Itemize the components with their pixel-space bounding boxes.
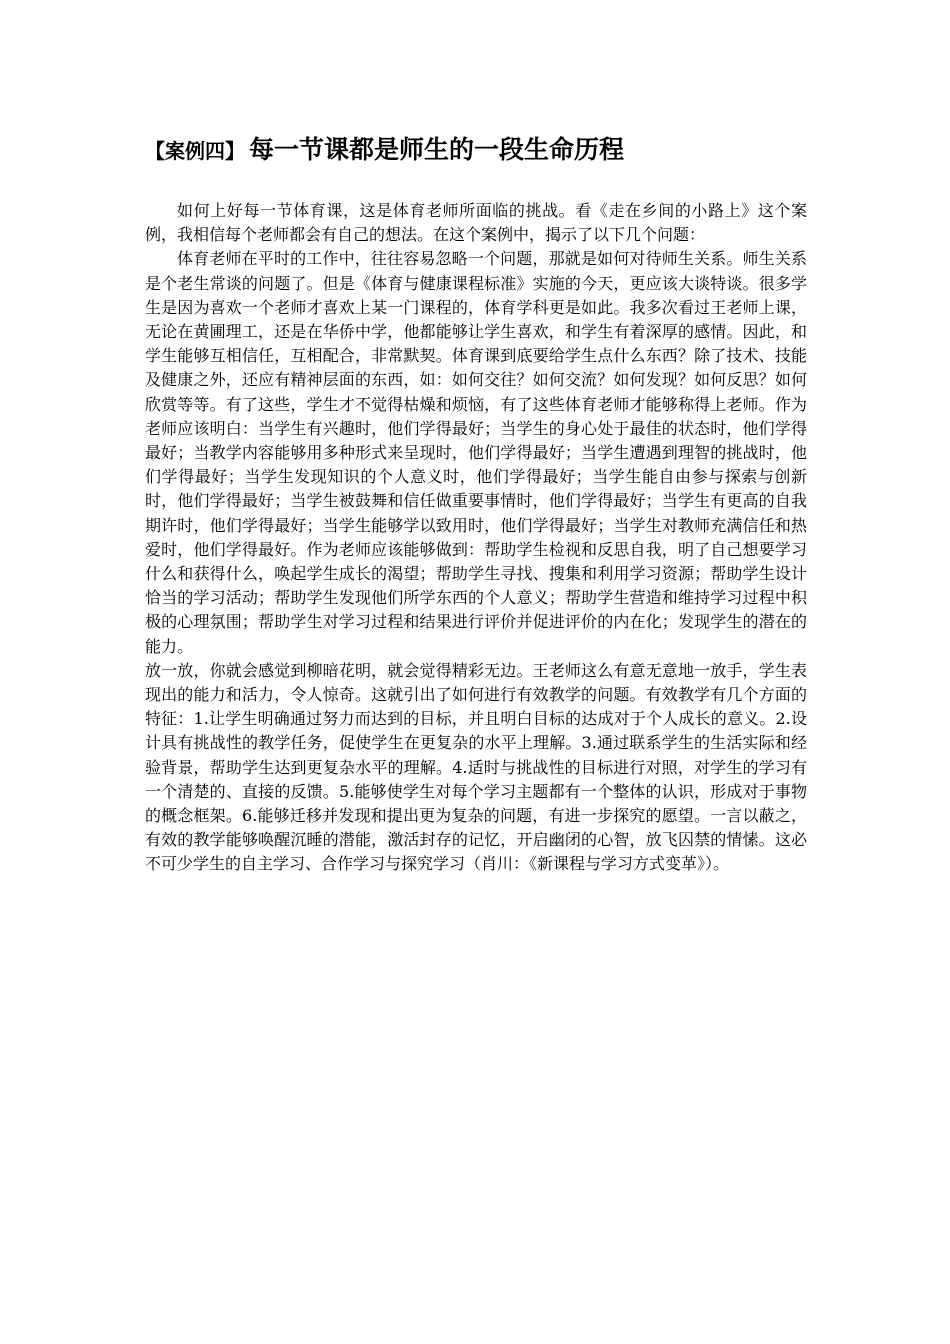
document-body — [145, 199, 807, 877]
paragraph-effective-teaching: 放一放，你就会感觉到柳暗花明，就会觉得精彩无边。王老师这么有意无意地一放手，学生表现出的能力和活力，令人惊奇。这就引出了如何进行有效教学的问题。有效教学有几个方面的特征：1.让学生明确通过努力而达到的目标，并且明白目标的达成对于个人成长的意义。2.设计具有挑战性的教学任务，促使学生在更复杂的水平上理解。3.通过联系学生的生活实际和经验背景，帮助学生达到更复杂水平的理解。4.适时与挑战性的目标进行对照，对学生的学习有一个清楚的、直接的反馈。5.能够使学生对每个学习主题都有一个整体的认识，形成对于事物的概念框架。6.能够迁移并发现和提出更为复杂的问题，有进一步探究的愿望。一言以蔽之，有效的教学能够唤醒沉睡的潜能，激活封存的记忆，开启幽闭的心智，放飞囚禁的情愫。这必不可少学生的自主学习、合作学习与探究学习（肖川：《新课程与学习方式变革》）。 — [145, 660, 807, 874]
title-prefix: 【案例四】 — [145, 139, 245, 163]
paragraph-intro: 如何上好每一节体育课，这是体育老师所面临的挑战。看《走在乡间的小路上》这个案例，我相信每个老师都会有自己的想法。在这个案例中，揭示了以下几个问题： — [145, 201, 807, 245]
document-title — [145, 132, 825, 171]
title-main: 每一节课都是师生的一段生命历程 — [249, 135, 625, 164]
paragraph-teacher-student-relationship: 体育老师在平时的工作中，往往容易忽略一个问题，那就是如何对待师生关系。师生关系是个老生常谈的问题了。但是《体育与健康课程标准》实施的今天，更应该大谈特谈。很多学生是因为喜欢一个老师才喜欢上某一门课程的，体育学科更是如此。我多次看过王老师上课，无论在黄圃理工，还是在华侨中学，他都能够让学生喜欢，和学生有着深厚的感情。因此，和学生能够互相信任，互相配合，非常默契。体育课到底要给学生点什么东西？除了技术、技能及健康之外，还应有精神层面的东西，如：如何交往？如何交流？如何发现？如何反思？如何欣赏等等。有了这些，学生才不觉得枯燥和烦恼，有了这些体育老师才能够称得上老师。作为老师应该明白：当学生有兴趣时，他们学得最好；当学生的身心处于最佳的状态时，他们学得最好；当教学内容能够用多种形式来呈现时，他们学得最好；当学生遭遇到理智的挑战时，他们学得最好；当学生发现知识的个人意义时，他们学得最好；当学生能自由参与探索与创新时，他们学得最好；当学生被鼓舞和信任做重要事情时，他们学得最好；当学生有更高的自我期许时，他们学得最好；当学生能够学以致用时，他们学得最好；当学生对教师充满信任和热爱时，他们学得最好。作为老师应该能够做到：帮助学生检视和反思自我，明了自己想要学习什么和获得什么，唤起学生成长的渴望；帮助学生寻找、搜集和利用学习资源；帮助学生设计恰当的学习活动；帮助学生发现他们所学东西的个人意义；帮助学生营造和维持学习过程中积极的心理氛围；帮助学生对学习过程和结果进行评价并促进评价的内在化；发现学生的潜在的能力。 — [145, 249, 807, 656]
